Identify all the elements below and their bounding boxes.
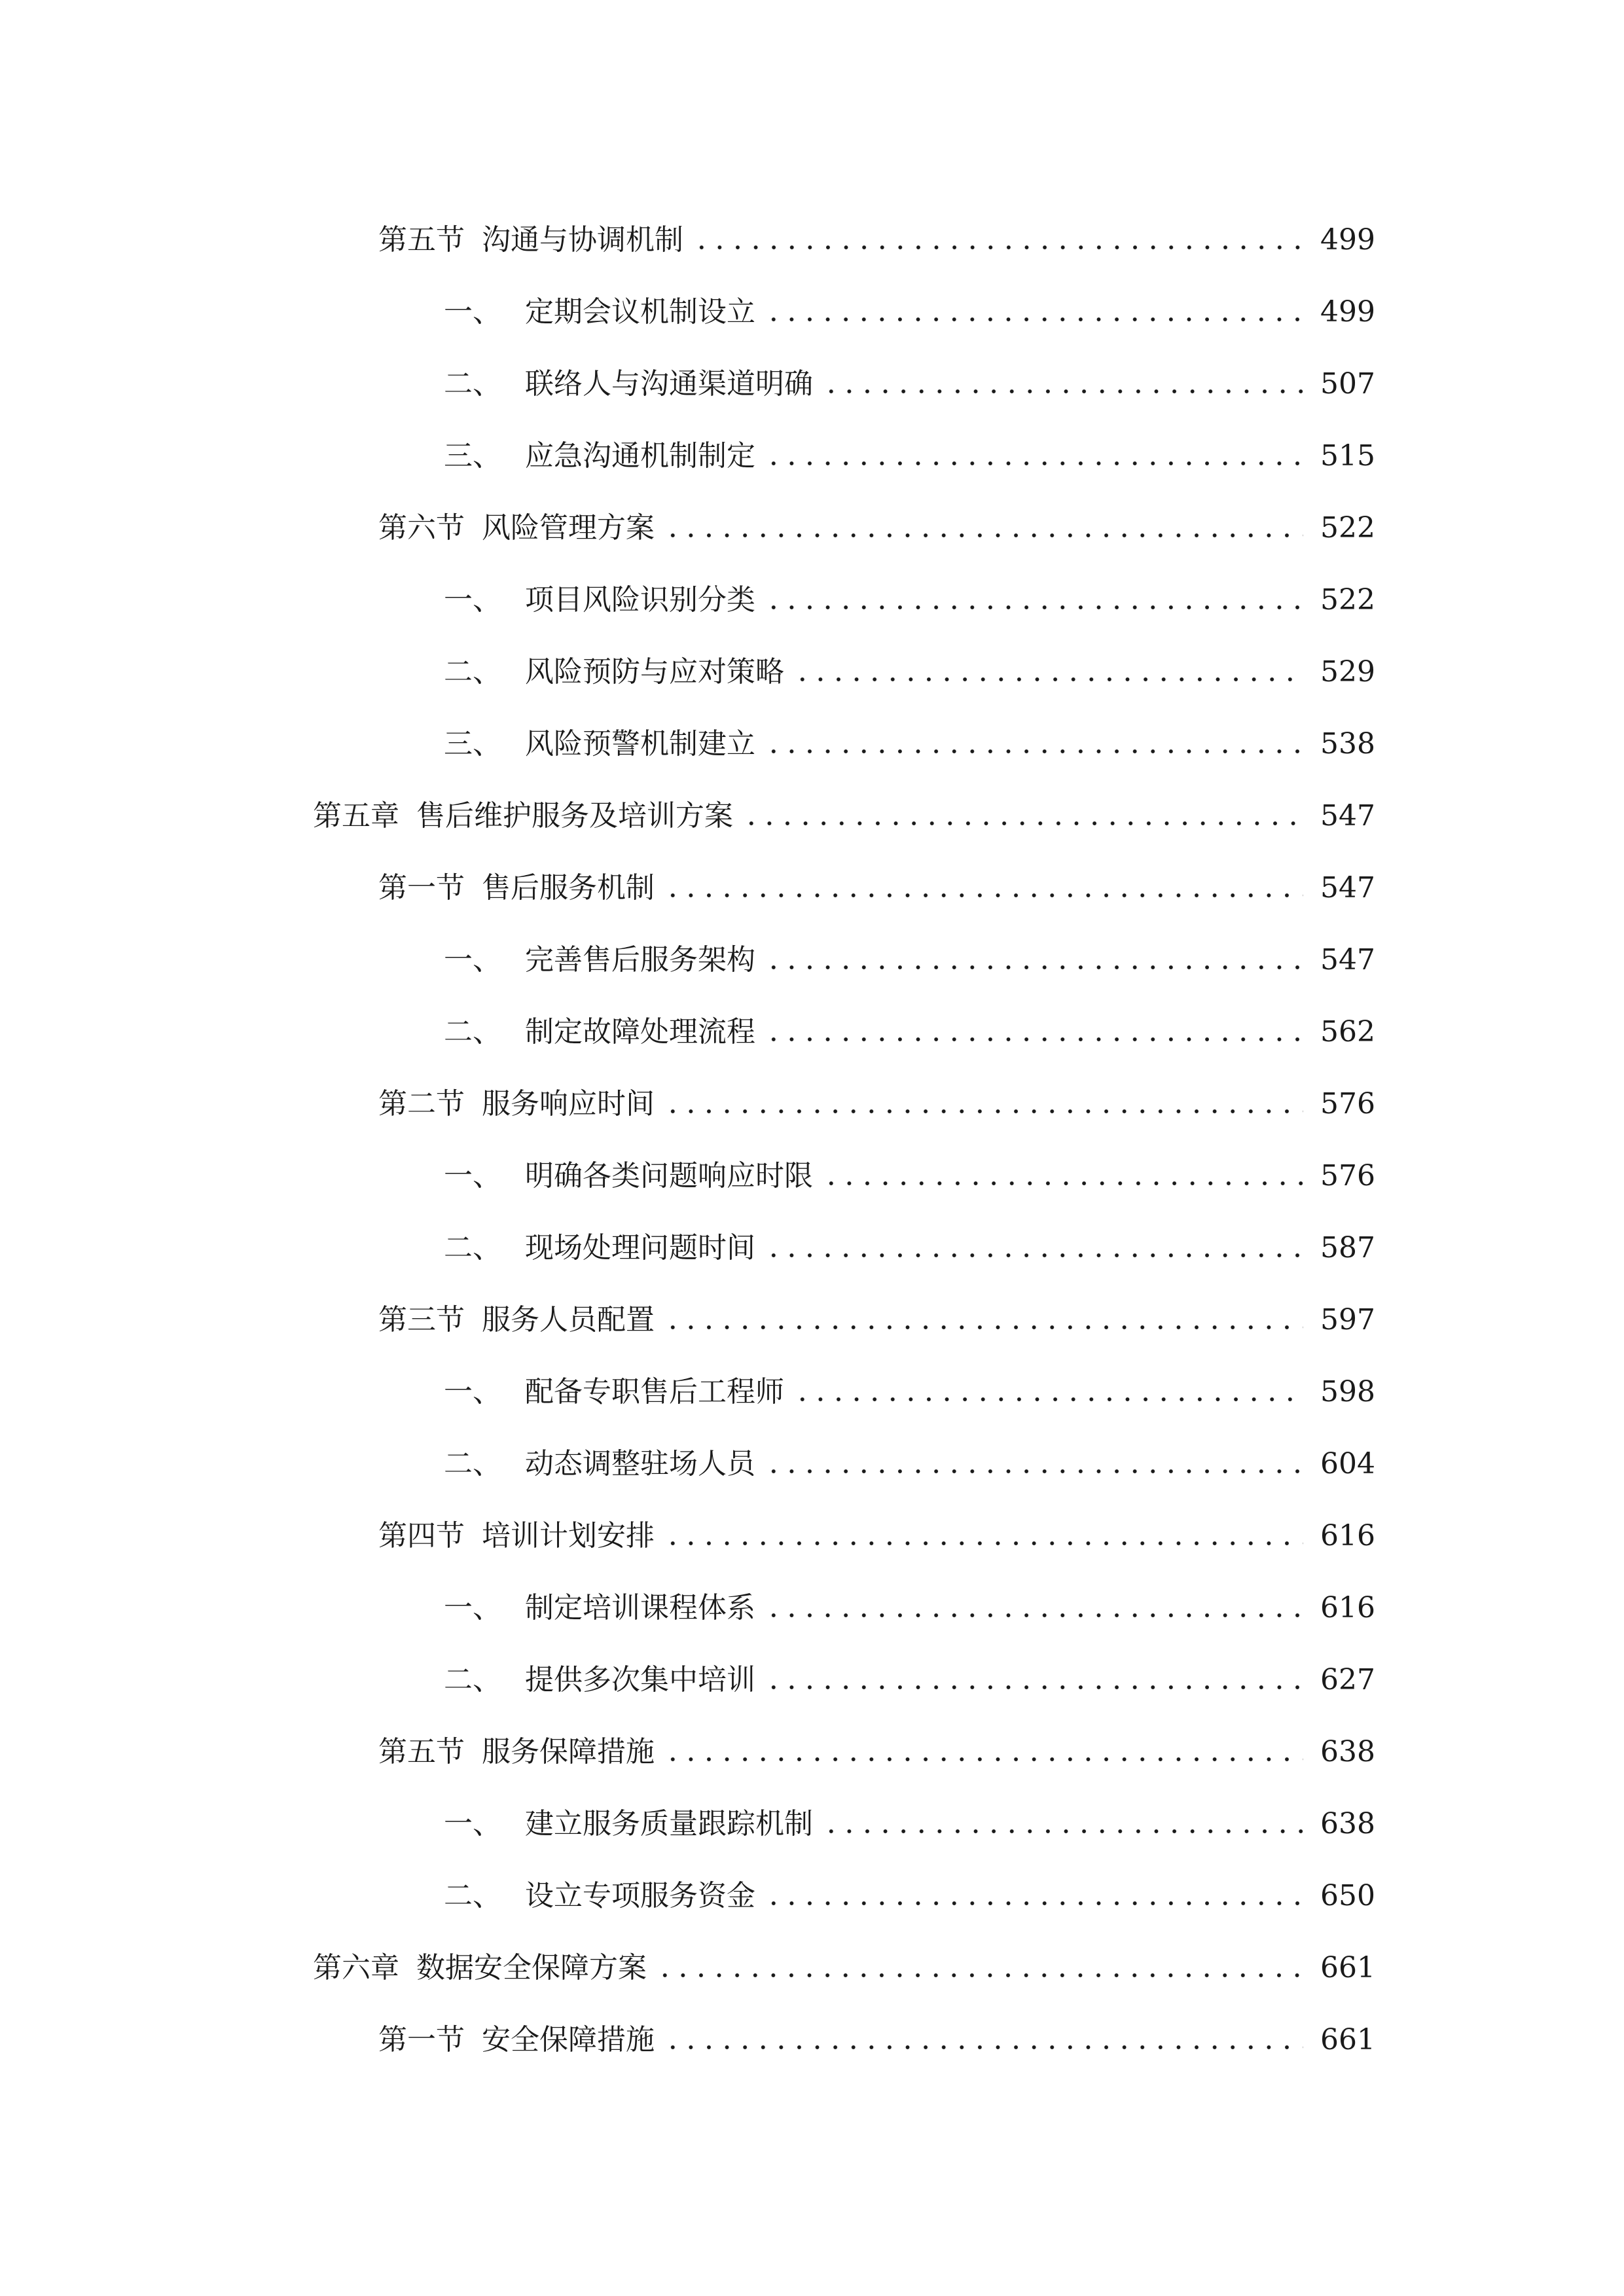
toc-entry[interactable] bbox=[0, 1572, 1624, 1644]
toc-entry-title: 配备专职售后工程师 bbox=[525, 1375, 784, 1408]
toc-dot-leader bbox=[656, 1971, 1303, 1979]
toc-entry[interactable] bbox=[0, 1788, 1624, 1860]
toc-entry-number: 第五节 bbox=[378, 1735, 465, 1768]
toc-entry[interactable] bbox=[0, 492, 1624, 564]
toc-dot-leader bbox=[664, 1539, 1303, 1547]
toc-entry-number: 一、 bbox=[444, 1159, 501, 1193]
toc-entry-title: 制定故障处理流程 bbox=[525, 1015, 755, 1049]
toc-page-number: 616 bbox=[1320, 1591, 1375, 1624]
toc-page-number: 576 bbox=[1320, 1159, 1375, 1193]
toc-entry-title: 应急沟通机制制定 bbox=[525, 439, 755, 473]
toc-entry-number: 二、 bbox=[444, 1663, 501, 1696]
toc-entry-label bbox=[313, 797, 733, 836]
toc-page-number: 507 bbox=[1320, 367, 1375, 401]
toc-page-number: 650 bbox=[1320, 1879, 1375, 1912]
toc-dot-leader bbox=[664, 1323, 1303, 1331]
toc-page-number: 604 bbox=[1320, 1447, 1375, 1480]
toc-dot-leader bbox=[664, 2043, 1303, 2051]
toc-entry-number: 第五节 bbox=[378, 223, 465, 257]
toc-dot-leader bbox=[822, 1179, 1303, 1187]
toc-dot-leader bbox=[765, 1035, 1303, 1043]
toc-entry-number: 二、 bbox=[444, 1447, 501, 1480]
toc-dot-leader bbox=[742, 819, 1303, 827]
toc-entry[interactable] bbox=[0, 1716, 1624, 1788]
toc-entry[interactable] bbox=[0, 2004, 1624, 2076]
toc-entry[interactable] bbox=[0, 852, 1624, 924]
toc-entry-title: 现场处理问题时间 bbox=[525, 1231, 755, 1265]
toc-dot-leader bbox=[693, 243, 1303, 251]
toc-entry-number: 二、 bbox=[444, 655, 501, 689]
toc-entry-label bbox=[444, 293, 755, 332]
toc-entry-title: 服务保障措施 bbox=[482, 1735, 655, 1768]
toc-entry-number: 二、 bbox=[444, 1015, 501, 1049]
toc-page-number: 638 bbox=[1320, 1735, 1375, 1768]
toc-entry[interactable] bbox=[0, 564, 1624, 636]
toc-entry-number: 第六节 bbox=[378, 511, 465, 545]
toc-entry-title: 售后服务机制 bbox=[482, 871, 655, 905]
toc-entry-number: 三、 bbox=[444, 439, 501, 473]
toc-entry-title: 培训计划安排 bbox=[482, 1519, 655, 1552]
toc-dot-leader bbox=[765, 603, 1303, 611]
toc-entry-title: 联络人与沟通渠道明确 bbox=[525, 367, 813, 401]
toc-entry-label bbox=[378, 869, 655, 908]
toc-page-number: 587 bbox=[1320, 1231, 1375, 1265]
toc-entry-label bbox=[444, 365, 813, 404]
toc-entry-label bbox=[313, 1948, 647, 1988]
toc-page-number: 547 bbox=[1320, 799, 1375, 833]
toc-entry-number: 第一节 bbox=[378, 871, 465, 905]
toc-entry-label bbox=[444, 1588, 755, 1628]
toc-entry[interactable] bbox=[0, 1140, 1624, 1212]
toc-page-number: 638 bbox=[1320, 1807, 1375, 1840]
toc-dot-leader bbox=[765, 1683, 1303, 1691]
toc-dot-leader bbox=[793, 1395, 1303, 1403]
toc-entry-label bbox=[444, 725, 755, 764]
toc-dot-leader bbox=[822, 387, 1303, 395]
toc-entry-label bbox=[444, 1157, 813, 1196]
toc-entry-number: 二、 bbox=[444, 1231, 501, 1265]
toc-page-number: 661 bbox=[1320, 2023, 1375, 2056]
toc-entry-number: 三、 bbox=[444, 727, 501, 761]
toc-entry-label bbox=[444, 1372, 784, 1412]
toc-entry[interactable] bbox=[0, 636, 1624, 708]
toc-entry-number: 第五章 bbox=[313, 799, 399, 833]
toc-entry-number: 一、 bbox=[444, 1591, 501, 1624]
toc-dot-leader bbox=[765, 1611, 1303, 1619]
toc-entry-number: 一、 bbox=[444, 943, 501, 977]
toc-page-number: 616 bbox=[1320, 1519, 1375, 1552]
toc-entry-label bbox=[378, 1732, 655, 1772]
toc-dot-leader bbox=[765, 747, 1303, 755]
toc-entry[interactable] bbox=[0, 1860, 1624, 1932]
toc-entry[interactable] bbox=[0, 420, 1624, 492]
toc-entry[interactable] bbox=[0, 1932, 1624, 2004]
toc-page-number: 661 bbox=[1320, 1951, 1375, 1984]
toc-entry-title: 风险预警机制建立 bbox=[525, 727, 755, 761]
toc-entry-number: 一、 bbox=[444, 295, 501, 329]
toc-page-number: 522 bbox=[1320, 583, 1375, 617]
toc-entry-number: 一、 bbox=[444, 583, 501, 617]
toc-entry[interactable] bbox=[0, 1428, 1624, 1500]
toc-page-number: 499 bbox=[1320, 295, 1375, 329]
toc-entry-number: 一、 bbox=[444, 1807, 501, 1840]
toc-entry-label bbox=[378, 1516, 655, 1556]
toc-entry-title: 完善售后服务架构 bbox=[525, 943, 755, 977]
toc-entry-label bbox=[444, 941, 755, 980]
toc-entry-number: 第六章 bbox=[313, 1951, 399, 1984]
toc-entry[interactable] bbox=[0, 204, 1624, 276]
toc-entry-label bbox=[378, 509, 655, 548]
toc-entry-number: 第一节 bbox=[378, 2023, 465, 2056]
toc-entry-number: 二、 bbox=[444, 367, 501, 401]
toc-entry-label bbox=[378, 221, 683, 260]
toc-page-number: 547 bbox=[1320, 943, 1375, 977]
toc-entry-title: 明确各类问题响应时限 bbox=[525, 1159, 813, 1193]
toc-entry[interactable] bbox=[0, 348, 1624, 420]
toc-entry-title: 提供多次集中培训 bbox=[525, 1663, 755, 1696]
toc-entry[interactable] bbox=[0, 1284, 1624, 1356]
toc-dot-leader bbox=[822, 1827, 1303, 1835]
toc-entry-label bbox=[444, 1660, 755, 1700]
toc-entry-label bbox=[378, 2020, 655, 2060]
toc-entry-label bbox=[444, 581, 755, 620]
toc-entry-title: 制定培训课程体系 bbox=[525, 1591, 755, 1624]
toc-entry[interactable] bbox=[0, 1500, 1624, 1572]
toc-page-number: 562 bbox=[1320, 1015, 1375, 1049]
toc-entry-number: 第四节 bbox=[378, 1519, 465, 1552]
toc-entry[interactable] bbox=[0, 1212, 1624, 1284]
toc-page-number: 529 bbox=[1320, 655, 1375, 689]
toc-entry-title: 服务人员配置 bbox=[482, 1303, 655, 1336]
toc-entry-title: 风险预防与应对策略 bbox=[525, 655, 784, 689]
toc-dot-leader bbox=[765, 963, 1303, 971]
toc-entry-label bbox=[378, 1085, 655, 1124]
toc-entry-title: 项目风险识别分类 bbox=[525, 583, 755, 617]
toc-page-number: 522 bbox=[1320, 511, 1375, 545]
toc-entry[interactable] bbox=[0, 924, 1624, 996]
toc-entry-label bbox=[444, 1013, 755, 1052]
toc-dot-leader bbox=[765, 1899, 1303, 1907]
toc-entry-title: 沟通与协调机制 bbox=[482, 223, 683, 257]
toc-page-number: 627 bbox=[1320, 1663, 1375, 1696]
toc-page-number: 598 bbox=[1320, 1375, 1375, 1408]
toc-entry[interactable] bbox=[0, 1356, 1624, 1428]
table-of-contents bbox=[0, 204, 1624, 2076]
toc-entry-title: 设立专项服务资金 bbox=[525, 1879, 755, 1912]
toc-entry-number: 第二节 bbox=[378, 1087, 465, 1121]
toc-entry-label bbox=[444, 1876, 755, 1916]
toc-page-number: 538 bbox=[1320, 727, 1375, 761]
toc-entry-title: 数据安全保障方案 bbox=[416, 1951, 647, 1984]
toc-entry-label bbox=[378, 1300, 655, 1340]
toc-entry-title: 售后维护服务及培训方案 bbox=[416, 799, 733, 833]
toc-entry[interactable] bbox=[0, 708, 1624, 780]
toc-page-number: 576 bbox=[1320, 1087, 1375, 1121]
toc-dot-leader bbox=[664, 531, 1303, 539]
toc-entry-title: 服务响应时间 bbox=[482, 1087, 655, 1121]
toc-page-number: 547 bbox=[1320, 871, 1375, 905]
toc-entry-title: 定期会议机制设立 bbox=[525, 295, 755, 329]
toc-entry-label bbox=[444, 1229, 755, 1268]
toc-entry-label bbox=[444, 1804, 813, 1844]
toc-dot-leader bbox=[664, 1107, 1303, 1115]
toc-entry-number: 第三节 bbox=[378, 1303, 465, 1336]
toc-entry-title: 建立服务质量跟踪机制 bbox=[525, 1807, 813, 1840]
toc-entry[interactable] bbox=[0, 1644, 1624, 1716]
toc-entry-title: 安全保障措施 bbox=[482, 2023, 655, 2056]
toc-entry[interactable] bbox=[0, 780, 1624, 852]
toc-entry-number: 二、 bbox=[444, 1879, 501, 1912]
toc-dot-leader bbox=[765, 459, 1303, 467]
toc-entry[interactable] bbox=[0, 996, 1624, 1068]
toc-entry-title: 动态调整驻场人员 bbox=[525, 1447, 755, 1480]
toc-dot-leader bbox=[664, 1755, 1303, 1763]
toc-entry-label bbox=[444, 653, 784, 692]
toc-entry-label bbox=[444, 437, 755, 476]
toc-dot-leader bbox=[765, 1467, 1303, 1475]
toc-dot-leader bbox=[793, 675, 1303, 683]
toc-page-number: 499 bbox=[1320, 223, 1375, 257]
toc-entry-number: 一、 bbox=[444, 1375, 501, 1408]
toc-page-number: 515 bbox=[1320, 439, 1375, 473]
toc-entry[interactable] bbox=[0, 276, 1624, 348]
toc-entry-title: 风险管理方案 bbox=[482, 511, 655, 545]
toc-dot-leader bbox=[765, 1251, 1303, 1259]
toc-entry[interactable] bbox=[0, 1068, 1624, 1140]
toc-dot-leader bbox=[664, 891, 1303, 899]
toc-page-number: 597 bbox=[1320, 1303, 1375, 1336]
toc-entry-label bbox=[444, 1444, 755, 1484]
toc-dot-leader bbox=[765, 315, 1303, 323]
